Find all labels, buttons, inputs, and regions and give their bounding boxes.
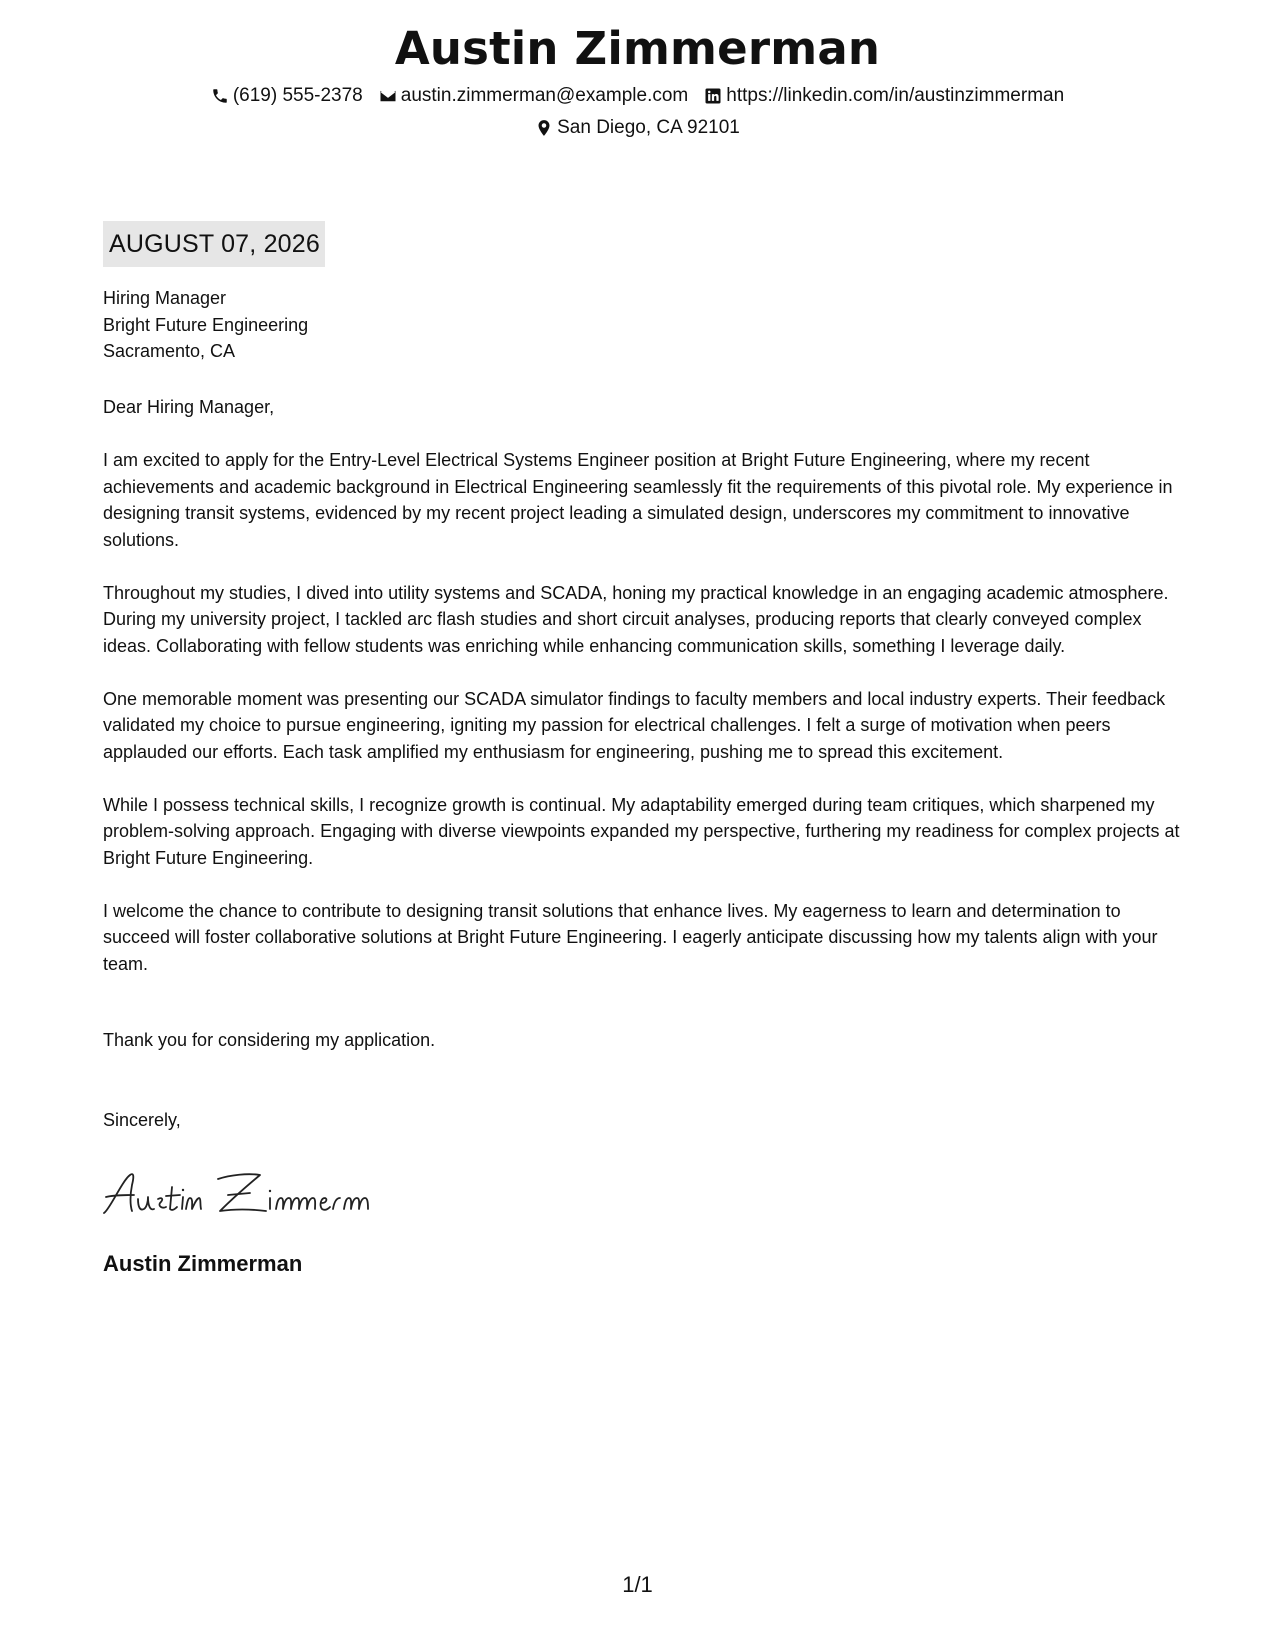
recipient-title: Hiring Manager [103, 288, 227, 308]
envelope-icon [379, 87, 397, 105]
recipient-location: Sacramento, CA [103, 341, 236, 361]
body-paragraph: I welcome the chance to contribute to designing transit solutions that enhance lives. My eagerness to learn and determination to succeed will foster collaborative solutions at Bright Future Engineering. I eagerly anticipate discussing how my talents align with your team. [103, 900, 1158, 974]
email-text[interactable]: austin.zimmerman@example.com [400, 85, 689, 106]
contact-location [535, 116, 740, 140]
contact-phone [211, 84, 363, 108]
contact-email[interactable] [379, 84, 689, 108]
linkedin-text[interactable]: https://linkedin.com/in/austinzimmerman [726, 85, 1065, 106]
applicant-name: Austin Zimmerman [394, 22, 881, 75]
body-paragraph: I am excited to apply for the Entry-Level Electrical Systems Engineer position at Bright Future Engineering, where my recent achievements and academic background in Electrical Engineering seamlessly fit the requirements of this pivotal role. My experience in designing transit systems, evidenced by my recent project leading a simulated design, underscores my commitment to innovative solutions. [103, 450, 1173, 550]
map-marker-icon [535, 119, 553, 137]
contact-line [0, 84, 1275, 108]
signature-image [100, 1165, 370, 1221]
phone-text: (619) 555-2378 [232, 85, 363, 106]
body-paragraph: While I possess technical skills, I recognize growth is continual. My adaptability emerged during team critiques, which sharpened my problem-solving approach. Engaging with diverse viewpoints expanded my perspective, furthering my readiness for complex projects at Bright Future Engineering. [103, 794, 1180, 868]
location-text: San Diego, CA 92101 [557, 117, 740, 138]
salutation: Dear Hiring Manager, [103, 397, 275, 417]
signer-name: Austin Zimmerman [103, 1251, 303, 1276]
body-paragraph: One memorable moment was presenting our SCADA simulator findings to faculty members and local industry experts. Their feedback validated my choice to pursue engineering, igniting my passion for electrical challenges. I felt a surge of motivation when peers applauded our efforts. Each task amplified my enthusiasm for engineering, pushing me to spread this excitement. [103, 688, 1166, 762]
recipient-block [103, 285, 1183, 365]
phone-icon [211, 87, 229, 105]
body-paragraph: Throughout my studies, I dived into utility systems and SCADA, honing my practical knowledge in an engaging academic atmosphere. During my university project, I tackled arc flash studies and short circuit analyses, producing reports that clearly conveyed complex ideas. Collaborating with fellow students was enriching while enhancing communication skills, something I leverage daily. [103, 582, 1169, 656]
recipient-company: Bright Future Engineering [103, 314, 309, 335]
letter-header [0, 20, 1275, 140]
linkedin-icon [704, 87, 722, 105]
closing: Sincerely, [103, 1110, 181, 1130]
contact-line-location [0, 116, 1275, 140]
letter-body [103, 447, 1183, 1004]
handwritten-signature [100, 1165, 370, 1221]
contact-linkedin[interactable] [704, 84, 1064, 108]
page-number: 1/1 [622, 1572, 653, 1597]
letter-date: AUGUST 07, 2026 [103, 221, 325, 267]
thank-you-line: Thank you for considering my application. [103, 1030, 436, 1050]
